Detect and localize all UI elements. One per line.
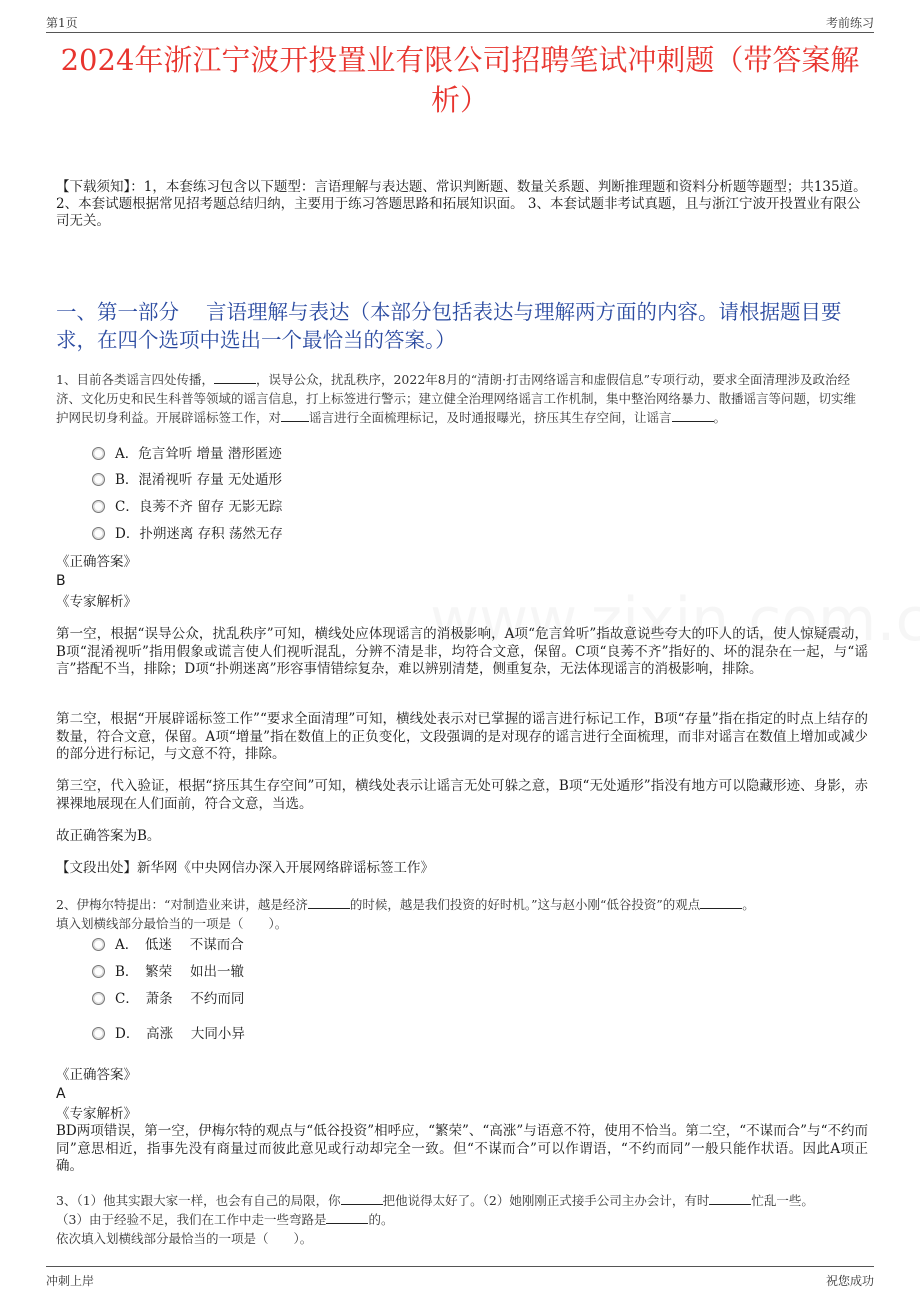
page-header <box>46 10 874 33</box>
q2-analysis-label: 《专家解析》 <box>56 1106 137 1122</box>
q1-option-c[interactable] <box>92 497 282 519</box>
question-1-text-b: ，误导公众，扰乱秩序，2022年8月的“清朗·打击网络谣言和虚假信息”专项行动，要求全面清理涉及政治经济、文化历史和民生科普等领域的谣言信息，打上标签进行警示；建立健全治理网络谣言工作机制，集中整治网络暴力、散播谣言等问题，切实维护网民切身利益。开展辟谣标签工作，对 <box>56 372 857 425</box>
radio-icon[interactable] <box>92 992 105 1005</box>
blank <box>341 1192 383 1205</box>
question-1-text-a: 1、目前各类谣言四处传播， <box>56 372 214 387</box>
q1-conclusion: 故正确答案为B。 <box>56 828 161 844</box>
option-label: D．扑朔迷离 存积 荡然无存 <box>115 526 283 542</box>
blank <box>281 409 309 422</box>
question-2-instruction: 填入划横线部分最恰当的一项是（ ）。 <box>56 916 288 931</box>
q2-option-c[interactable] <box>92 989 244 1011</box>
q2-option-d[interactable] <box>92 1024 245 1046</box>
option-label: C． 萧条 不约而同 <box>115 991 245 1007</box>
q2-answer-label: 《正确答案》 <box>56 1067 137 1083</box>
radio-icon[interactable] <box>92 1027 105 1040</box>
option-label: C．良莠不齐 留存 无影无踪 <box>115 499 283 515</box>
header-label: 考前练习 <box>825 16 874 30</box>
question-2-text-b: 的时候，越是我们投资的好时机。”这与赵小刚“低谷投资”的观点 <box>349 897 701 912</box>
q1-analysis-label: 《专家解析》 <box>56 594 137 610</box>
q1-analysis-para-1: 第一空，根据“误导公众，扰乱秩序”可知，横线处应体现谣言的消极影响，A项“危言耸听”指故意说些夸大的吓人的话，使人惊疑震动，B项“混淆视听”指用假象或谎言使人们视听混乱，分辨不清是非，均符合文意，保留。C项“良莠不齐”指好的、坏的混杂在一起，与“谣言”搭配不当，排除；D项“扑朔迷离”形容事情错综复杂，难以辨别清楚，侧重复杂，无法体现谣言的消极影响，排除。 <box>56 626 868 677</box>
blank <box>214 371 256 384</box>
question-3-text-c: 忙乱一些。 <box>751 1193 814 1208</box>
question-3-instruction: 依次填入划横线部分最恰当的一项是（ ）。 <box>56 1231 313 1246</box>
download-notice: 【下载须知】：1，本套练习包含以下题型：言语理解与表达题、常识判断题、数量关系题、判断推理题和资料分析题等题型；共135道。 2、本套试题根据常见招考题总结归纳，主要用于练习答题思路和拓展知识面。 3、本套试题非考试真题，且与浙江宁波开投置业有限公司无关。 <box>56 179 867 229</box>
blank <box>709 1192 751 1205</box>
blank <box>700 896 742 909</box>
q1-answer-label: 《正确答案》 <box>56 554 137 570</box>
q1-source: 【文段出处】新华网《中央网信办深入开展网络辟谣标签工作》 <box>56 860 434 876</box>
radio-icon[interactable] <box>92 473 105 486</box>
blank <box>672 409 714 422</box>
footer-right-text: 祝您成功 <box>825 1274 874 1288</box>
option-label: A．危言耸听 增量 潜形匿迹 <box>115 446 282 462</box>
page-footer <box>46 1266 874 1291</box>
page-number: 第1页 <box>46 16 78 30</box>
question-3 <box>56 1191 868 1248</box>
question-2-text-a: 2、伊梅尔特提出：“对制造业来讲，越是经济 <box>56 897 308 912</box>
q1-analysis-para-2: 第二空，根据“开展辟谣标签工作”“要求全面清理”可知，横线处表示对已掌握的谣言进行标记工作，B项“存量”指在指定的时点上结存的数量，符合文意，保留。A项“增量”指在数值上的正负变化，文段强调的是对现存的谣言进行全面梳理，而非对谣言在数值上增加或减少的部分进行标记，与文意不符，排除。 <box>56 711 868 762</box>
q1-option-a[interactable] <box>92 444 282 466</box>
document-title: 2024年浙江宁波开投置业有限公司招聘笔试冲刺题（带答案解析） <box>60 43 860 117</box>
option-label: D． 高涨 大同小异 <box>115 1026 245 1042</box>
q2-analysis: BD两项错误，第一空，伊梅尔特的观点与“低谷投资”相呼应，“繁荣”、“高涨”与语意不符，使用不恰当。第二空，“不谋而合”与“不约而同”意思相近，指事先没有商量过而彼此意见或行动却完全一致。但“不谋而合”可以作谓语，“不约而同”一般只能作状语。因此A项正确。 <box>56 1123 868 1174</box>
footer-left-text: 冲刺上岸 <box>46 1274 95 1288</box>
radio-icon[interactable] <box>92 527 105 540</box>
option-label: B．混淆视听 存量 无处遁形 <box>115 472 283 488</box>
question-3-text-d: （3）由于经验不足，我们在工作中走一些弯路是 <box>56 1212 327 1227</box>
question-1 <box>56 370 868 427</box>
q2-option-a[interactable] <box>92 935 244 957</box>
section-heading: 一、第一部分 言语理解与表达（本部分包括表达与理解两方面的内容。请根据题目要求，在四个选项中选出一个最恰当的答案。） <box>56 300 842 352</box>
question-1-text-d: 。 <box>713 410 727 425</box>
option-label: B． 繁荣 如出一辙 <box>115 964 244 980</box>
q1-option-d[interactable] <box>92 524 283 546</box>
blank <box>308 896 350 909</box>
option-label: A． 低迷 不谋而合 <box>115 937 244 953</box>
q1-analysis-para-3: 第三空，代入验证，根据“挤压其生存空间”可知，横线处表示让谣言无处可躲之意，B项“无处遁形”指没有地方可以隐藏形迹、身影，赤裸裸地展现在人们面前，符合文意，当选。 <box>56 778 868 812</box>
question-1-text-c: 谣言进行全面梳理标记，及时通报曝光，挤压其生存空间，让谣言 <box>309 410 672 425</box>
q2-option-b[interactable] <box>92 962 244 984</box>
q1-answer: B <box>56 573 66 589</box>
radio-icon[interactable] <box>92 447 105 460</box>
radio-icon[interactable] <box>92 500 105 513</box>
question-3-text-b: 把他说得太好了。（2）她刚刚正式接手公司主办会计，有时 <box>382 1193 710 1208</box>
question-3-text-e: 的。 <box>368 1212 394 1227</box>
radio-icon[interactable] <box>92 938 105 951</box>
question-2 <box>56 895 868 933</box>
q2-answer: A <box>56 1086 66 1102</box>
radio-icon[interactable] <box>92 965 105 978</box>
question-3-text-a: 3、（1）他其实跟大家一样，也会有自己的局限，你 <box>56 1193 341 1208</box>
blank <box>326 1211 368 1224</box>
q1-option-b[interactable] <box>92 470 282 492</box>
question-2-text-c: 。 <box>742 897 755 912</box>
